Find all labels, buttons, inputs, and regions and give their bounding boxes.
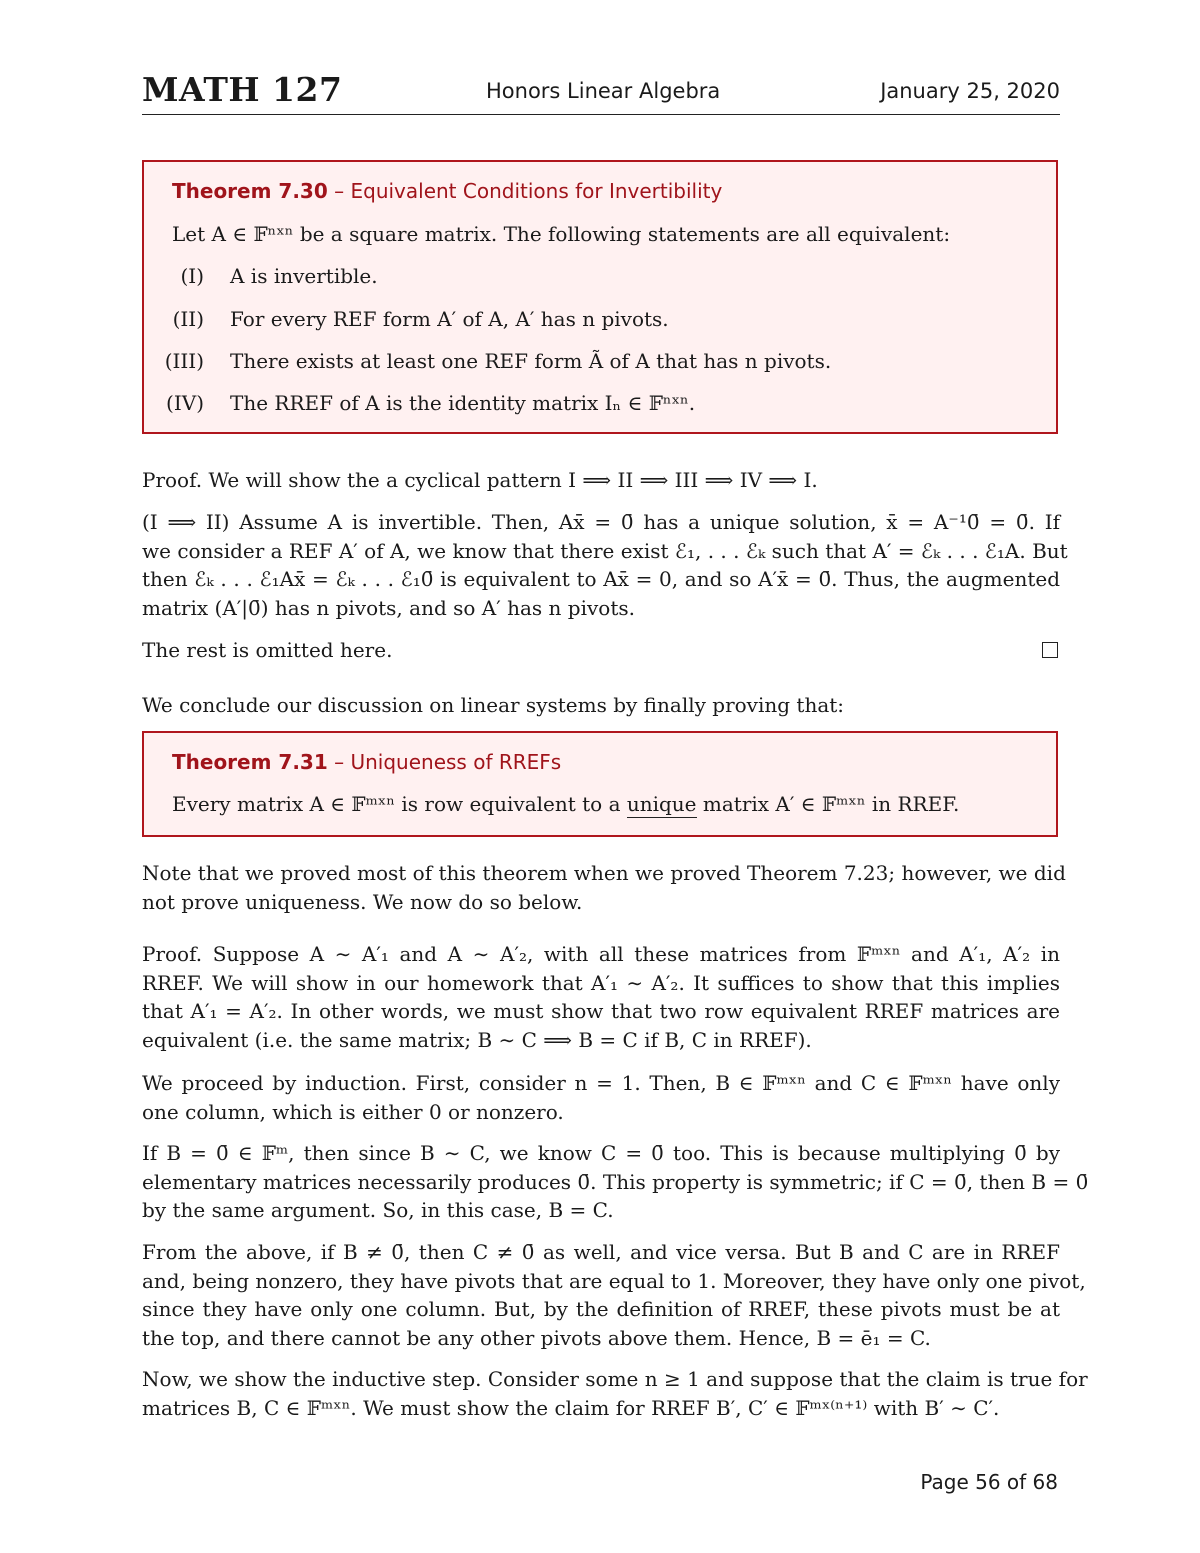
note-paragraph [142,859,1066,916]
course-title: MATH 127 [142,70,343,109]
conclude-line: We conclude our discussion on linear systems by finally proving that: [142,693,845,717]
theorem-box-7-30 [142,160,1058,434]
conclude-paragraph [142,691,1060,720]
proof2-line: that A′₁ = A′₂. In other words, we must show that two row equivalent RREF matrices are [142,999,1060,1023]
item-text: The RREF of A is the identity matrix Iₙ ∈ 𝔽ⁿˣⁿ. [230,391,696,415]
proof-line: then ℰₖ . . . ℰ₁Ax̄ = ℰₖ . . . ℰ₁0̄ is equivalent to Ax̄ = 0, and so A′x̄ = 0̄. Thus, the augmented [142,567,1060,591]
induction-line: We proceed by induction. First, consider n = 1. Then, B ∈ 𝔽ᵐˣⁿ and C ∈ 𝔽ᵐˣⁿ have only [142,1071,1060,1095]
item-label: (IV) [166,391,204,415]
zero-case-paragraph [142,1139,1089,1225]
proof-line: we consider a REF A′ of A, we know that there exist ℰ₁, . . . ℰₖ such that A′ = ℰₖ . . . ℰ₁A. But [142,538,1068,563]
proof2-line: equivalent (i.e. the same matrix; B ∼ C ⟹ B = C if B, C in RREF). [142,1027,812,1052]
theorem-title: Theorem 7.31 – Uniqueness of RREFs [172,750,562,774]
theorem-statement: Every matrix A ∈ 𝔽ᵐˣⁿ is row equivalent to a unique matrix A′ ∈ 𝔽ᵐˣⁿ in RREF. [172,792,960,816]
theorem-title: Theorem 7.30 – Equivalent Conditions for Invertibility [172,179,723,203]
inductive-step-line: Now, we show the inductive step. Consider some n ≥ 1 and suppose that the claim is true for [142,1367,1088,1391]
nonzero-case-line: since they have only one column. But, by the definition of RREF, these pivots must be at [142,1297,1060,1321]
emphasis-unique: unique [626,792,697,816]
theorem-box-7-31 [142,731,1058,837]
zero-case-line: If B = 0̄ ∈ 𝔽ᵐ, then since B ∼ C, we know C = 0̄ too. This is because multiplying 0̄ by [142,1141,1060,1165]
note-line: not prove uniqueness. We now do so below. [142,889,583,914]
nonzero-case-line: From the above, if B ≠ 0̄, then C ≠ 0̄ as well, and vice versa. But B and C are in RREF [142,1240,1060,1264]
induction-line: one column, which is either 0 or nonzero. [142,1099,564,1124]
page-header [142,70,1060,115]
nonzero-case-line: the top, and there cannot be any other pivots above them. Hence, B = ē₁ = C. [142,1325,931,1350]
course-subject: Honors Linear Algebra [486,79,721,103]
proof-paragraph [142,508,1068,622]
zero-case-line: elementary matrices necessarily produces 0̄. This property is symmetric; if C = 0̄, then B = 0̄ [142,1169,1089,1194]
proof-rest [142,636,1060,665]
item-text: For every REF form A′ of A, A′ has n pivots. [230,307,669,331]
inductive-step-line: matrices B, C ∈ 𝔽ᵐˣⁿ. We must show the claim for RREF B′, C′ ∈ 𝔽ᵐˣ⁽ⁿ⁺¹⁾ with B′ ∼ C′. [142,1395,1000,1420]
inductive-step-paragraph [142,1365,1088,1422]
proof2-line: Proof. Suppose A ∼ A′₁ and A ∼ A′₂, with all these matrices from 𝔽ᵐˣⁿ and A′₁, A′₂ in [142,942,1060,966]
proof-rest-line: The rest is omitted here. [142,638,393,662]
proof-intro [142,466,1060,495]
header-date: January 25, 2020 [880,79,1060,103]
proof-intro-line: Proof. We will show the a cyclical pattern I ⟹ II ⟹ III ⟹ IV ⟹ I. [142,468,818,492]
proof2-paragraph [142,940,1060,1054]
proof-line: matrix (A′|0̄) has n pivots, and so A′ has n pivots. [142,595,635,620]
nonzero-case-paragraph [142,1238,1086,1352]
induction-paragraph [142,1069,1060,1126]
item-text: A is invertible. [230,264,378,288]
theorem-intro: Let A ∈ 𝔽ⁿˣⁿ be a square matrix. The following statements are all equivalent: [172,222,951,246]
zero-case-line: by the same argument. So, in this case, B = C. [142,1198,614,1222]
proof-line: (I ⟹ II) Assume A is invertible. Then, Ax̄ = 0̄ has a unique solution, x̄ = A⁻¹0̄ = 0̄. If [142,510,1060,534]
item-label: (I) [180,264,204,288]
item-label: (III) [164,349,204,373]
item-label: (II) [172,307,204,331]
page-number: Page 56 of 68 [920,1470,1058,1494]
note-line: Note that we proved most of this theorem when we proved Theorem 7.23; however, we did [142,861,1066,885]
item-text: There exists at least one REF form Ã of A that has n pivots. [230,349,832,373]
nonzero-case-line: and, being nonzero, they have pivots that are equal to 1. Moreover, they have only one pivot, [142,1268,1086,1293]
proof2-line: RREF. We will show in our homework that A′₁ ∼ A′₂. It suffices to show that this implies [142,970,1060,995]
qed-square-icon [1042,642,1058,658]
